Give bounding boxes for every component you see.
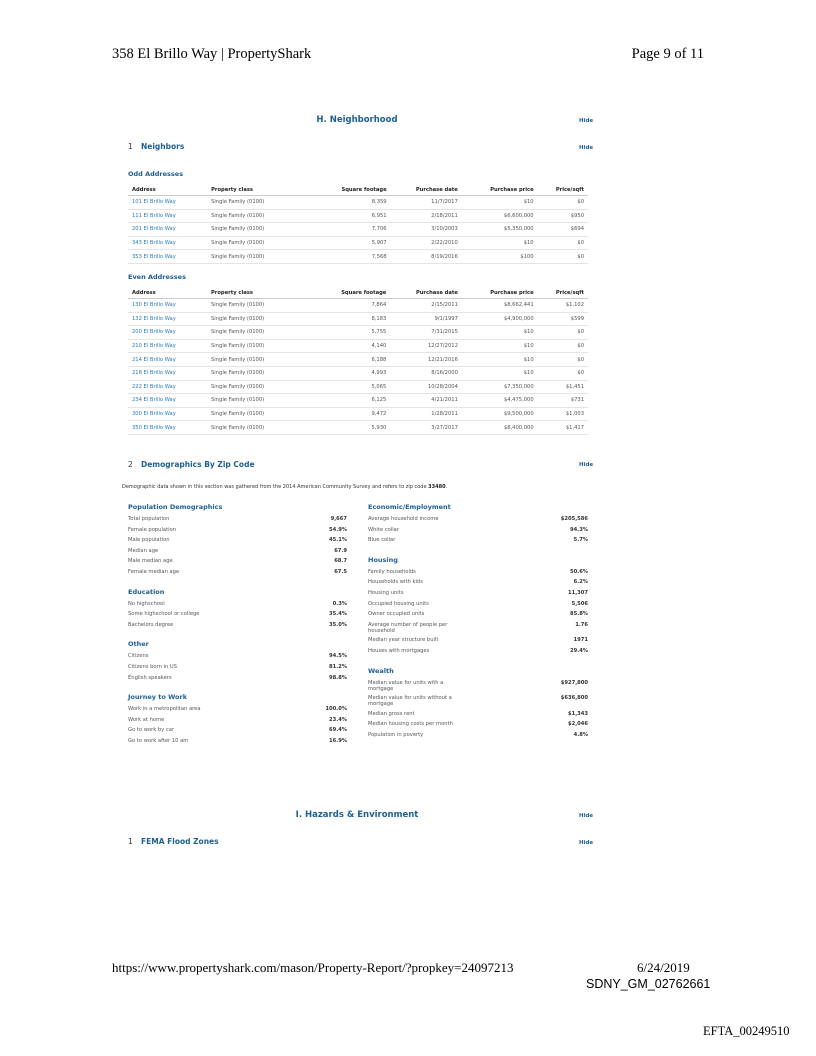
demographics-label: English speakers [128,674,172,681]
table-cell: Single Family (0100) [207,250,312,264]
column-header: Square footage [312,287,391,299]
demographics-label: Average number of people per household [368,621,448,634]
table-cell: 3/27/2017 [390,421,462,435]
table-row [128,339,588,353]
demographics-intro: Demographic data shown in this section was gathered from the 2014 American Community Survey and refers to zip code 33480. [122,484,448,490]
table-row [128,312,588,326]
table-cell: 6,188 [312,353,391,367]
table-cell: $694 [538,223,588,237]
table-cell: $599 [538,312,588,326]
table-cell: 5,755 [312,326,391,340]
table-cell: Single Family (0100) [207,326,312,340]
table-cell: 8/16/2000 [390,366,462,380]
subsection-title-neighbors: Neighbors [141,142,185,151]
address-link[interactable]: 101 El Brillo Way [128,196,207,210]
demographics-label: Go to work after 10 am [128,738,189,744]
table-cell: $1,417 [538,421,588,435]
demographics-value: 67.5 [334,569,347,575]
demographics-label: Occupied housing units [368,600,429,607]
table-cell: $10 [462,196,538,210]
table-cell: $0 [538,196,588,210]
demographics-value: 54.9% [329,526,347,533]
demographics-label: Family households [368,568,416,575]
demographics-label: Median gross rent [368,710,415,717]
table-row [128,236,588,250]
subsection-number: 1 [128,142,133,151]
demographics-value: 1971 [573,637,588,644]
demographics-value: $205,586 [560,516,588,522]
demographics-label: Housing units [368,590,404,596]
table-cell: 8,359 [312,196,391,210]
table-cell: 4,993 [312,366,391,380]
address-link[interactable]: 350 El Brillo Way [128,421,207,435]
address-link[interactable]: 222 El Brillo Way [128,380,207,394]
demographics-value: $2,046 [567,721,588,728]
table-cell: 2/18/2011 [391,209,462,223]
demographics-label: Blue collar [368,537,396,544]
table-row [128,299,588,313]
address-link[interactable]: 300 El Brillo Way [128,407,207,421]
table-cell: Single Family (0100) [207,421,312,435]
table-cell: 8/19/2016 [391,250,462,264]
even-addresses-title: Even Addresses [128,273,186,281]
table-cell: 5,907 [312,236,391,250]
hide-hazards-button[interactable]: Hide [579,813,594,819]
table-row [128,196,588,210]
column-header: Property class [207,287,312,299]
hide-neighbors-button[interactable]: Hide [579,145,594,151]
table-cell: $10 [462,353,538,367]
demographics-label: Median value for units with a mortgage [368,679,444,692]
address-link[interactable]: 201 El Brillo Way [128,223,207,237]
demographics-label: Total population [128,516,170,522]
subsection-title-fema: FEMA Flood Zones [141,837,219,846]
table-cell: $4,475,000 [462,394,538,408]
table-cell: 6,125 [312,394,391,408]
table-cell: Single Family (0100) [207,407,312,421]
subsection-number: 1 [128,837,133,846]
table-cell: Single Family (0100) [207,353,312,367]
demographics-label: Median age [128,547,159,554]
table-cell: $6,600,000 [462,209,538,223]
table-cell: $10 [462,339,538,353]
address-link[interactable]: 214 El Brillo Way [128,353,207,367]
section-title-hazards: I. Hazards & Environment [295,810,419,820]
demographics-group-title: Education [128,587,165,596]
demographics-value: 100.0% [325,706,347,713]
demographics-label: Population in poverty [368,732,424,738]
column-header: Address [128,184,207,196]
demographics-label: Male population [128,537,170,544]
demographics-value: 69.4% [329,727,347,734]
demographics-value: 11,307 [567,590,588,596]
table-cell: $0 [538,366,588,380]
table-cell: Single Family (0100) [207,236,312,250]
table-cell: 7,706 [312,223,391,237]
table-cell: 8,183 [312,312,391,326]
demographics-value: 85.8% [570,611,588,618]
demographics-value: 23.4% [329,716,347,723]
table-cell: 9,472 [312,407,391,421]
table-cell: $1,451 [538,380,588,394]
demographics-group-title: Other [128,640,149,649]
demographics-label: No highschool [128,600,165,607]
address-link[interactable]: 111 El Brillo Way [128,209,207,223]
demographics-label: Some highschool or college [128,611,200,618]
demographics-group-title: Housing [368,555,398,564]
table-cell: Single Family (0100) [207,312,312,326]
table-cell: Single Family (0100) [207,366,312,380]
demographics-value: 9,667 [330,516,347,522]
demographics-group-title: Economic/Employment [368,503,451,511]
address-link[interactable]: 218 El Brillo Way [128,366,207,380]
demographics-value: $636,800 [560,695,588,702]
table-row [128,421,588,435]
table-cell: 7/31/2015 [390,326,462,340]
table-cell: $731 [538,394,588,408]
table-cell: $0 [538,353,588,367]
table-cell: $10 [462,366,538,380]
demographics-label: Average household income [368,516,439,522]
demographics-label: Houses with mortgages [368,648,430,654]
address-link[interactable]: 200 El Brillo Way [128,326,207,340]
demographics-label: Female median age [128,569,180,575]
demographics-value: 67.9 [334,547,347,554]
table-row [128,407,588,421]
bates-number: SDNY_GM_02762661 [586,977,711,991]
demographics-label: Work in a metropolitan area [128,706,201,713]
demographics-value: 16.9% [329,738,347,744]
table-row [128,366,588,380]
demographics-label: Work at home [128,716,165,723]
table-cell: $950 [538,209,588,223]
column-header: Address [128,287,207,299]
demographics-value: 94.3% [570,526,588,533]
demographics-label: Median value for units without a mortgage [368,695,452,708]
demographics-value: 1.76 [575,621,588,628]
table-row [128,326,588,340]
demographics-label: Median housing costs per month [368,721,453,728]
table-cell: 6,951 [312,209,391,223]
column-header: Purchase date [390,287,462,299]
table-cell: $9,500,000 [462,407,538,421]
table-cell: Single Family (0100) [207,339,312,353]
page-number: Page 9 of 11 [631,46,704,62]
subsection-title-demographics: Demographics By Zip Code [141,460,255,469]
table-cell: $100 [462,250,538,264]
odd-addresses-title: Odd Addresses [128,170,184,178]
table-cell: Single Family (0100) [207,394,312,408]
address-link[interactable]: 130 El Brillo Way [128,299,207,313]
table-cell: $8,400,000 [462,421,538,435]
table-cell: 9/1/1997 [390,312,462,326]
table-cell: Single Family (0100) [207,299,312,313]
demographics-label: Female population [128,526,177,533]
demographics-value: 29.4% [570,648,588,654]
table-cell: 7,864 [312,299,391,313]
demographics-label: Owner occupied units [368,611,425,618]
table-row [128,380,588,394]
footer-date: 6/24/2019 [637,960,690,975]
demographics-value: 98.8% [329,674,347,681]
demographics-label: Median year structure built [368,637,439,644]
table-cell: 5,065 [312,380,391,394]
table-cell: $1,003 [538,407,588,421]
even-addresses-table [128,287,588,435]
table-row [128,353,588,367]
table-cell: $0 [538,236,588,250]
table-cell: 7,568 [312,250,391,264]
demographics-label: Male median age [128,558,173,565]
address-link[interactable]: 234 El Brillo Way [128,394,207,408]
hide-fema-button[interactable]: Hide [579,840,594,846]
demographics-value: 45.1% [329,537,347,544]
table-cell: 4/21/2011 [390,394,462,408]
demographics-value: 5.7% [573,537,588,544]
demographics-value: $927,800 [560,679,588,686]
table-row [128,250,588,264]
page-header-title: 358 El Brillo Way | PropertyShark [112,46,312,62]
demographics-group-title: Journey to Work [128,693,188,702]
table-cell: Single Family (0100) [207,223,312,237]
footer-url: https://www.propertyshark.com/mason/Property-Report/?propkey=24097213 [112,960,514,975]
hide-neighborhood-button[interactable]: Hide [579,118,594,124]
table-cell: 10/28/2004 [390,380,462,394]
table-row [128,209,588,223]
table-cell: $1,102 [538,299,588,313]
subsection-number: 2 [128,460,133,469]
table-cell: Single Family (0100) [207,196,312,210]
table-cell: $10 [462,326,538,340]
address-link[interactable]: 353 El Brillo Way [128,250,207,264]
table-cell: $8,662,441 [462,299,538,313]
demographics-label: Households with kids [368,579,423,586]
demographics-label: Citizens [128,653,149,660]
demographics-value: 35.0% [329,621,347,628]
table-cell: 12/27/2012 [390,339,462,353]
demographics-value: 0.3% [332,600,347,607]
table-cell: 1/28/2011 [390,407,462,421]
demographics-value: 35.4% [329,611,347,618]
table-cell: $4,900,000 [462,312,538,326]
demographics-group-title: Wealth [368,666,394,675]
demographics-group-title: Population Demographics [128,503,223,511]
column-header: Price/sqft [538,287,588,299]
table-cell: $5,350,000 [462,223,538,237]
demographics-value: 94.5% [329,653,347,660]
demographics-label: Bachelors degree [128,621,174,628]
column-header: Purchase price [462,184,538,196]
table-cell: $7,350,000 [462,380,538,394]
column-header: Purchase price [462,287,538,299]
hide-demographics-button[interactable]: Hide [579,462,594,468]
demographics-value: 6.2% [573,579,588,586]
zip-code: 33480 [428,484,446,490]
table-cell: $0 [538,326,588,340]
demographics-value: 50.6% [570,568,588,575]
demographics-value: $1,343 [567,710,588,717]
column-header: Purchase date [391,184,462,196]
address-link[interactable]: 210 El Brillo Way [128,339,207,353]
demographics-label: White collar [368,526,399,533]
address-link[interactable]: 343 El Brillo Way [128,236,207,250]
table-cell: 5,930 [312,421,391,435]
table-cell: 12/21/2016 [390,353,462,367]
table-row [128,394,588,408]
demographics-value: 5,506 [571,600,588,607]
table-cell: 3/10/2003 [391,223,462,237]
address-link[interactable]: 132 El Brillo Way [128,312,207,326]
odd-addresses-table [128,184,588,264]
section-title-neighborhood: H. Neighborhood [316,115,398,125]
table-cell: 2/15/2011 [390,299,462,313]
table-cell: 11/7/2017 [391,196,462,210]
demographics-value: 68.7 [334,558,347,565]
demographics-value: 4.8% [573,732,588,738]
column-header: Property class [207,184,312,196]
table-cell: $0 [538,250,588,264]
demographics-value: 81.2% [329,664,347,670]
table-row [128,223,588,237]
table-cell: Single Family (0100) [207,380,312,394]
demographics-label: Go to work by car [128,727,175,734]
column-header: Square footage [312,184,391,196]
demographics-label: Citizens born in US [128,664,178,670]
efta-number: EFTA_00249510 [703,1024,790,1038]
column-header: Price/sqft [538,184,588,196]
table-cell: $10 [462,236,538,250]
table-cell: 4,140 [312,339,391,353]
table-cell: Single Family (0100) [207,209,312,223]
table-cell: $0 [538,339,588,353]
table-cell: 2/22/2010 [391,236,462,250]
